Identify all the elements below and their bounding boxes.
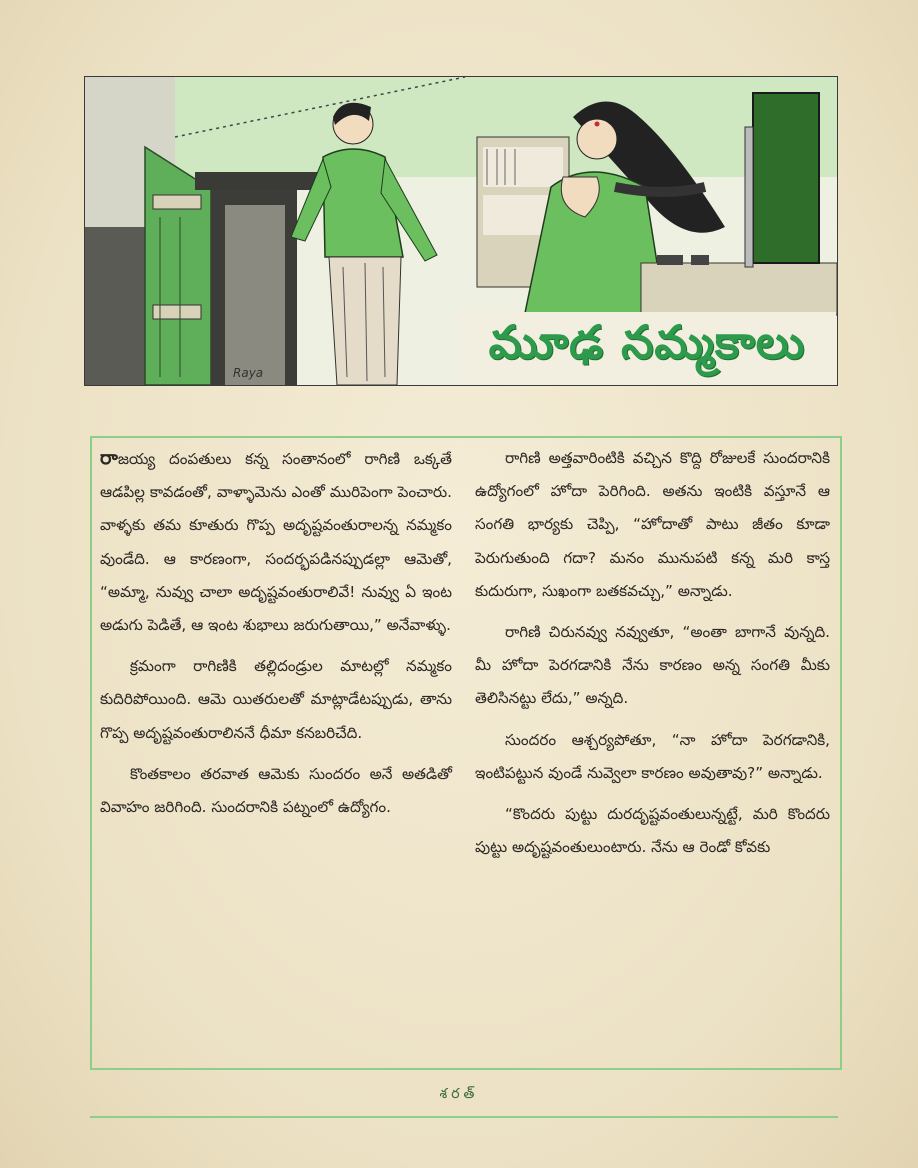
paragraph: “కొందరు పుట్టు దురదృష్టవంతులున్నట్టే, మరి కొందరు పుట్టు అదృష్టవంతులుంటారు. నేను ఆ రెండో కోవకు xyxy=(475,805,830,857)
paragraph: రాగిణి అత్తవారింటికి వచ్చిన కొద్ది రోజులకే సుందరానికి ఉద్యోగంలో హోదా పెరిగింది. అతను ఇంటికి వస్తూనే ఆ సంగతి భార్యకు చెప్పి, “హోదాతో పాటు జీతం కూడా పెరుగుతుంది గదా? మనం మునుపటి కన్న మరి కాస్త కుదురుగా, సుఖంగా బతకవచ్చు,” అన్నాడు. xyxy=(475,449,830,600)
footer-rule xyxy=(90,1116,838,1118)
paragraph: క్రమంగా రాగిణికి తల్లిదండ్రుల మాటల్లో నమ్మకం కుదిరిపోయింది. ఆమె యితరులతో మాట్లాడేటప్పుడు, తాను గొప్ప అదృష్టవంతురాలిననే ధీమా కనబరిచేది. xyxy=(100,657,452,742)
paragraph: రాజయ్య దంపతులు కన్న సంతానంలో రాగిణి ఒక్కతే ఆడపిల్ల కావడంతో, వాళ్ళామెను ఎంతో మురిపెంగా పెంచారు. వాళ్ళకు తమ కూతురు గొప్ప అదృష్టవంతురాలన్న నమ్మకం వుండేది. ఆ కారణంగా, సందర్భపడినప్పుడల్లా ఆమెతో, “అమ్మా, నువ్వు చాలా అదృష్టవంతురాలివే! నువ్వు ఏ ఇంట అడుగు పెడితే, ఆ ఇంట శుభాలు జరుగుతాయి,” అనేవాళ్ళు. xyxy=(100,447,452,635)
title-box xyxy=(458,312,836,384)
left-column xyxy=(100,442,452,832)
footer-magazine-name: శరత్ xyxy=(439,1086,479,1102)
paragraph: సుందరం ఆశ్చర్యపోతూ, “నా హోదా పెరగడానికి, ఇంటిపట్టున వుండే నువ్వెలా కారణం అవుతావు?” అన్నాడు. xyxy=(475,730,830,782)
right-column xyxy=(475,442,830,872)
artist-signature: Raya xyxy=(233,366,264,380)
paragraph: కొంతకాలం తరవాత ఆమెకు సుందరం అనే అతడితో వివాహం జరిగింది. సుందరానికి పట్నంలో ఉద్యోగం. xyxy=(100,764,452,817)
paragraph: రాగిణి చిరునవ్వు నవ్వుతూ, “అంతా బాగానే వున్నది. మీ హోదా పెరగడానికి నేను కారణం అన్న సంగతి మీకు తెలిసినట్టు లేదు,” అన్నది. xyxy=(475,623,830,708)
story-title: మూఢ నమ్మకాలు xyxy=(488,315,806,369)
